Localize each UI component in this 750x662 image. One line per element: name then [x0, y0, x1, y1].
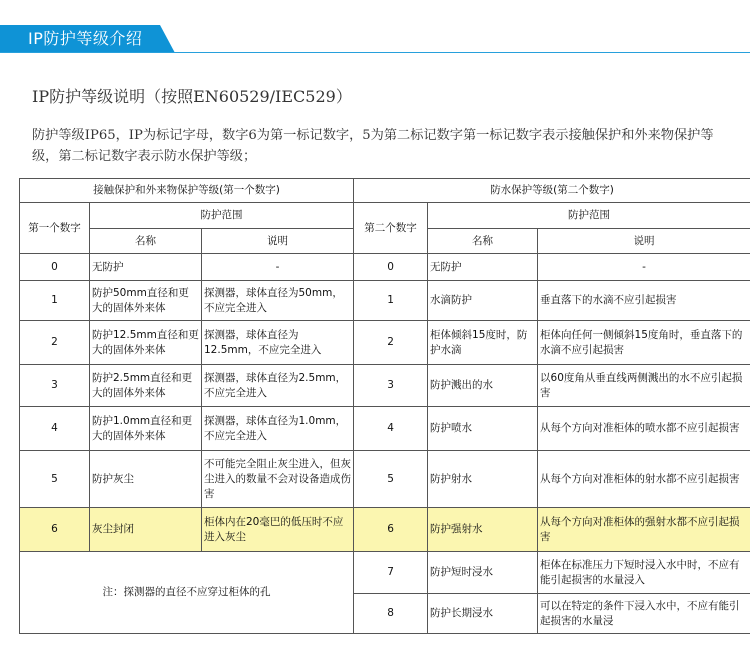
second-name-cell: 柜体倾斜15度时，防护水滴	[428, 321, 538, 365]
second-desc-cell: 从每个方向对准柜体的喷水都不应引起损害	[538, 407, 750, 451]
first-desc-header: 说明	[202, 229, 354, 254]
table-row	[20, 321, 750, 365]
second-digit-cell: 3	[354, 365, 428, 407]
first-desc-cell: 探测器，球体直径为1.0mm，不应完全进入	[202, 407, 354, 451]
second-desc-cell: 可以在特定的条件下浸入水中，不应有能引起损害的水量浸	[538, 594, 750, 634]
first-digit-header: 第一个数字	[20, 203, 90, 254]
second-digit-header: 第二个数字	[354, 203, 428, 254]
first-digit-cell: 3	[20, 365, 90, 407]
ip-rating-table	[19, 178, 750, 634]
second-name-cell: 防护短时浸水	[428, 552, 538, 594]
second-digit-cell: 6	[354, 508, 428, 552]
second-desc-cell: 垂直落下的水滴不应引起损害	[538, 281, 750, 321]
highlighted-row	[20, 508, 750, 552]
second-name-header: 名称	[428, 229, 538, 254]
first-range-header: 防护范围	[90, 203, 354, 229]
first-name-cell: 防护12.5mm直径和更大的固体外来体	[90, 321, 202, 365]
first-desc-cell: 不可能完全阻止灰尘进入，但灰尘进入的数量不会对设备造成伤害	[202, 451, 354, 508]
first-digit-cell: 0	[20, 254, 90, 281]
second-digit-group-header: 防水保护等级(第二个数字)	[354, 179, 750, 203]
second-name-cell: 无防护	[428, 254, 538, 281]
second-name-cell: 水滴防护	[428, 281, 538, 321]
header-divider	[0, 52, 750, 53]
first-name-cell: 灰尘封闭	[90, 508, 202, 552]
first-desc-cell: 柜体内在20毫巴的低压时不应进入灰尘	[202, 508, 354, 552]
second-range-header: 防护范围	[428, 203, 750, 229]
second-digit-cell: 2	[354, 321, 428, 365]
first-desc-cell: 探测器，球体直径为50mm，不应完全进入	[202, 281, 354, 321]
second-desc-cell: 从每个方向对准柜体的强射水都不应引起损害	[538, 508, 750, 552]
second-desc-cell: 柜体在标准压力下短时浸入水中时，不应有能引起损害的水量浸入	[538, 552, 750, 594]
first-digit-cell: 6	[20, 508, 90, 552]
second-name-cell: 防护溅出的水	[428, 365, 538, 407]
first-name-header: 名称	[90, 229, 202, 254]
second-digit-cell: 0	[354, 254, 428, 281]
second-digit-cell: 1	[354, 281, 428, 321]
second-digit-cell: 4	[354, 407, 428, 451]
table-row	[20, 451, 750, 508]
table-row	[20, 254, 750, 281]
first-desc-cell: -	[202, 254, 354, 281]
second-desc-cell: 从每个方向对准柜体的射水都不应引起损害	[538, 451, 750, 508]
second-digit-cell: 8	[354, 594, 428, 634]
second-name-cell: 防护强射水	[428, 508, 538, 552]
description-text: 防护等级IP65，IP为标记字母，数字6为第一标记数字，5为第二标记数字第一标记数字表示接触保护和外来物保护等级，第二标记数字表示防水保护等级；	[32, 128, 714, 164]
second-name-cell: 防护长期浸水	[428, 594, 538, 634]
first-digit-cell: 4	[20, 407, 90, 451]
first-digit-cell: 1	[20, 281, 90, 321]
second-name-cell: 防护射水	[428, 451, 538, 508]
section-title: IP防护等级说明（按照EN60529/IEC529）	[32, 87, 352, 106]
first-name-cell: 防护50mm直径和更大的固体外来体	[90, 281, 202, 321]
table-row	[20, 365, 750, 407]
first-digit-cell: 5	[20, 451, 90, 508]
first-desc-cell: 探测器，球体直径为2.5mm，不应完全进入	[202, 365, 354, 407]
first-name-cell: 无防护	[90, 254, 202, 281]
first-digit-group-header: 接触保护和外来物保护等级(第一个数字)	[20, 179, 354, 203]
second-desc-cell: -	[538, 254, 750, 281]
table-row	[20, 552, 750, 594]
first-name-cell: 防护2.5mm直径和更大的固体外来体	[90, 365, 202, 407]
first-desc-cell: 探测器，球体直径为12.5mm，不应完全进入	[202, 321, 354, 365]
table-note: 注：探测器的直径不应穿过柜体的孔	[20, 552, 354, 634]
second-desc-cell: 柜体向任何一侧倾斜15度角时，垂直落下的水滴不应引起损害	[538, 321, 750, 365]
page-header-title: IP防护等级介绍	[28, 29, 143, 48]
second-desc-header: 说明	[538, 229, 750, 254]
second-name-cell: 防护喷水	[428, 407, 538, 451]
second-desc-cell: 以60度角从垂直线两侧溅出的水不应引起损害	[538, 365, 750, 407]
second-digit-cell: 7	[354, 552, 428, 594]
table-row	[20, 281, 750, 321]
second-digit-cell: 5	[354, 451, 428, 508]
table-row	[20, 407, 750, 451]
first-digit-cell: 2	[20, 321, 90, 365]
first-name-cell: 防护灰尘	[90, 451, 202, 508]
first-name-cell: 防护1.0mm直径和更大的固体外来体	[90, 407, 202, 451]
